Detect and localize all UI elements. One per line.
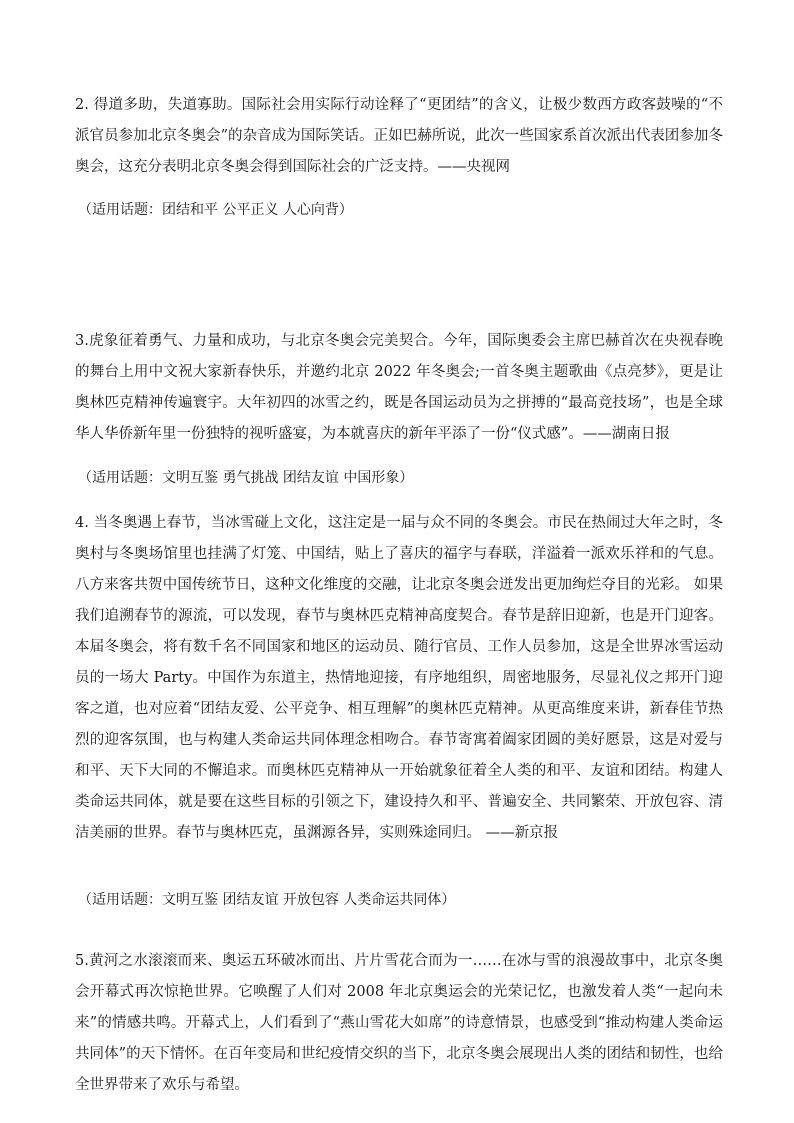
paragraph-item-5: 5.黄河之水滚滚而来、奥运五环破冰而出、片片雪花合而为一……在冰与雪的浪漫故事中，北京冬奥会开幕式再次惊艳世界。它唤醒了人们对 2008 年北京奥运会的光荣记忆，也激发着人类“一起向未来”的情感共鸣。开幕式上，人们看到了“燕山雪花大如席”的诗意情景，也感受到“推动构建人类命运共同体”的天下情怀。在百年变局和世纪疫情交织的当下，北京冬奥会展现出人类的团结和韧性，也给全世界带来了欢乐与希望。 — [75, 953, 723, 1093]
applicable-topics-item-4: （适用话题：文明互鉴 团结友谊 开放包容 人类命运共同体） — [78, 892, 456, 908]
applicable-topics-item-2: （适用话题：团结和平 公平正义 人心向背） — [78, 202, 353, 218]
paragraph-item-2: 2. 得道多助，失道寡助。国际社会用实际行动诠释了“更团结”的含义，让极少数西方政客鼓噪的“不派官员参加北京冬奥会”的杂音成为国际笑话。正如巴赫所说，此次一些国家系首次派出代表团参加冬奥会，这充分表明北京冬奥会得到国际社会的广泛支持。——央视网 — [75, 97, 723, 175]
paragraph-item-4: 4. 当冬奥遇上春节，当冰雪碰上文化，这注定是一届与众不同的冬奥会。市民在热闹过大年之时，冬奥村与冬奥场馆里也挂满了灯笼、中国结，贴上了喜庆的福字与春联，洋溢着一派欢乐祥和的气息。八方来客共贺中国传统节日，这种文化维度的交融，让北京冬奥会迸发出更加绚烂夺目的光彩。 如果我们追溯春节的源流，可以发现，春节与奥林匹克精神高度契合。春节是辞旧迎新，也是开门迎客。本届冬奥会，将有数千名不同国家和地区的运动员、随行官员、工作人员参加，这是全世界冰雪运动员的一场大 Party。中国作为东道主，热情地迎接，有序地组织，周密地服务，尽显礼仪之邦开门迎客之道，也对应着“团结友爱、公平竞争、相互理解”的奥林匹克精神。从更高维度来讲，新春佳节热烈的迎客氛围，也与构建人类命运共同体理念相吻合。春节寄寓着阖家团圆的美好愿景，这是对爱与和平、天下大同的不懈追求。而奥林匹克精神从一开始就象征着全人类的和平、友谊和团结。构建人类命运共同体，就是要在这些目标的引领之下，建设持久和平、普遍安全、共同繁荣、开放包容、清洁美丽的世界。春节与奥林匹克，虽渊源各异，实则殊途同归。 ——新京报 — [75, 515, 723, 841]
applicable-topics-item-3: （适用话题：文明互鉴 勇气挑战 团结友谊 中国形象） — [78, 470, 414, 486]
paragraph-item-3: 3.虎象征着勇气、力量和成功，与北京冬奥会完美契合。今年，国际奥委会主席巴赫首次在央视春晚的舞台上用中文祝大家新春快乐，并邀约北京 2022 年冬奥会;一首冬奥主题歌曲《点亮梦》，更是让奥林匹克精神传遍寰宇。大年初四的冰雪之约，既是各国运动员为之拼搏的“最高竞技场”，也是全球华人华侨新年里一份独特的视听盛宴，为本就喜庆的新年平添了一份“仪式感”。——湖南日报 — [75, 333, 723, 442]
